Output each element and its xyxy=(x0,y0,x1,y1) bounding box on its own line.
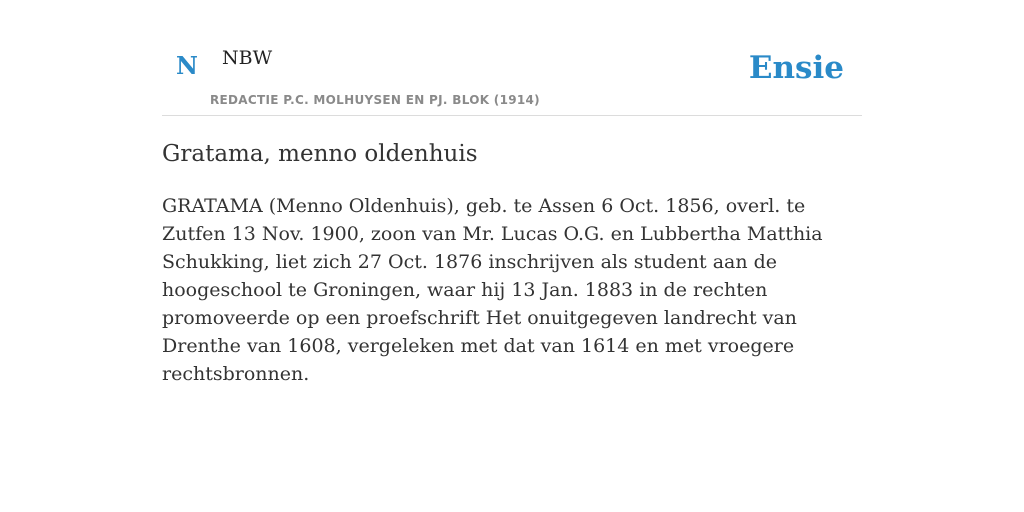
brand-logo-link[interactable]: Ensie xyxy=(748,50,844,86)
source-logo-link[interactable]: N xyxy=(176,51,198,80)
source-name: NBW xyxy=(222,47,273,69)
source-editors: REDACTIE P.C. MOLHUYSEN EN PJ. BLOK (1914) xyxy=(210,93,540,107)
header xyxy=(162,40,862,116)
article-body: GRATAMA (Menno Oldenhuis), geb. te Assen 6 Oct. 1856, overl. te Zutfen 13 Nov. 1900, zoon van Mr. Lucas O.G. en Lubbertha Matthia Schukking, liet zich 27 Oct. 1876 inschrijven als student aan de hoogeschool te Groningen, waar hij 13 Jan. 1883 in de rechten promoveerde op een proefschrift Het onuitgegeven landrecht van Drenthe van 1608, vergeleken met dat van 1614 en met vroegere rechtsbronnen. xyxy=(162,195,823,385)
article-title: Gratama, menno oldenhuis xyxy=(162,141,478,167)
